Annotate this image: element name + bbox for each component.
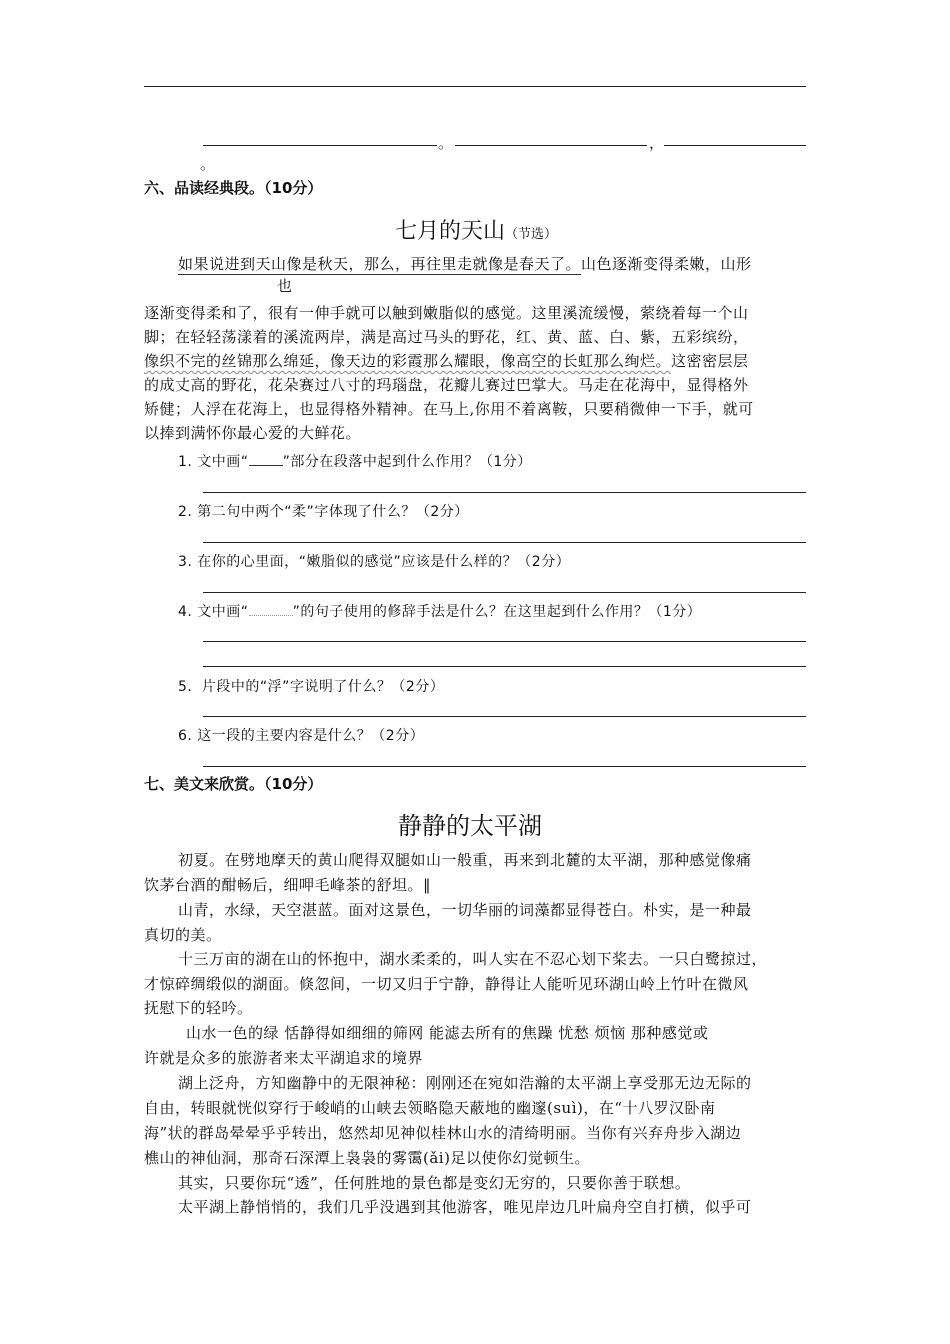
title-note: （节选） (505, 227, 558, 242)
passage-line: 抚慰下的轻吟。 (144, 999, 253, 1017)
solid-underline-sample (249, 465, 283, 466)
answer-line[interactable] (203, 592, 806, 593)
passage-line (178, 252, 752, 276)
answer-line[interactable] (203, 641, 806, 642)
punctuation: ， (649, 134, 665, 152)
passage-line: 自由，转眼就恍似穿行于峻峭的山峡去领略隐天蔽地的幽邃(suì)，在“十八罗汉卧南 (144, 1099, 716, 1117)
passage-line: 的成丈高的野花，花朵赛过八寸的玛瑙盘，花瓣儿赛过巴掌大。马走在花海中，显得格外 (144, 376, 749, 394)
passage-line: 湖上泛舟，方知幽静中的无限神秘：刚刚还在宛如浩瀚的太平湖上享受那无边无际的 (178, 1074, 752, 1092)
passage-line: 十三万亩的湖在山的怀抱中，湖水柔柔的，叫人实在不忍心划下桨去。一只白鹭掠过， (178, 950, 768, 968)
line-rest: 这密密层层 (671, 352, 749, 370)
question-5: 5．片段中的“浮”字说明了什么？（2分） (178, 679, 445, 695)
punctuation: 。 (200, 155, 216, 173)
answer-line[interactable] (203, 716, 806, 717)
passage-line: 海”状的群岛晕晕乎乎转出，悠然却见神似桂林山水的清绮明丽。当你有兴弃舟步入湖边 (144, 1124, 742, 1142)
passage-line: 太平湖上静悄悄的，我们几乎没遇到其他游客，唯见岸边几叶扁舟空自打横，似乎可 (178, 1198, 752, 1216)
passage-title (395, 214, 557, 245)
answer-line[interactable] (203, 766, 806, 767)
question-6: 6. 这一段的主要内容是什么？（2分） (178, 728, 425, 744)
answer-blank[interactable] (203, 145, 437, 146)
answer-blank[interactable] (664, 145, 806, 146)
passage-line: 山水一色的绿 恬静得如细细的筛网 能滤去所有的焦躁 忧愁 烦恼 那种感觉或 (186, 1024, 709, 1042)
answer-blank[interactable] (455, 145, 647, 146)
passage-line: 樵山的神仙洞，那奇石深潭上袅袅的雾霭(ǎi)足以使你幻觉顿生。 (144, 1149, 590, 1167)
passage-line: 也 (277, 277, 293, 295)
passage-line: 矫健；人浮在花海上，也显得格外精神。在马上,你用不着离鞍，只要稍微伸一下手，就可 (144, 400, 754, 418)
passage-line: 许就是众多的旅游者来太平湖追求的境界 (144, 1049, 424, 1067)
underlined-sentence: 如果说进到天山像是秋天，那么，再往里走就像是春天了。 (178, 255, 582, 273)
answer-line[interactable] (203, 492, 806, 493)
question-4: 4. 文中画“ ”的句子使用的修辞手法是什么？在这里起到什么作用？（1分） (178, 604, 702, 620)
answer-line[interactable] (203, 542, 806, 543)
title-text: 七月的天山 (395, 219, 506, 244)
passage-line: 逐渐变得柔和了，很有一伸手就可以触到嫩脂似的感觉。这里溪流缓慢，萦绕着每一个山 (144, 304, 749, 322)
passage-line: 其实，只要你玩“透”，任何胜地的景色都是变幻无穷的，只要你善于联想。 (178, 1174, 691, 1192)
passage-line: 脚；在轻轻荡漾着的溪流两岸，满是高过马头的野花，红、黄、蓝、白、紫，五彩缤纷， (144, 328, 749, 346)
passage-line: 饮茅台酒的酣畅后，细呷毛峰茶的舒坦。‖ (144, 876, 432, 894)
passage-line: 真切的美。 (144, 926, 222, 944)
question-2: 2. 第二句中两个“柔”字体现了什么？（2分） (178, 504, 469, 520)
passage-title: 静静的太平湖 (398, 812, 542, 840)
section-heading: 六、品读经典段。（10分） (144, 179, 323, 197)
punctuation: 。 (438, 134, 454, 152)
section-heading: 七、美文来欣赏。（10分） (144, 775, 323, 793)
question-3: 3. 在你的心里面，“嫩脂似的感觉”应该是什么样的？（2分） (178, 554, 571, 570)
passage-line (144, 349, 749, 373)
wavy-underline-sample (249, 615, 293, 616)
question-1: 1. 文中画“ ”部分在段落中起到什么作用？（1分） (178, 454, 532, 470)
passage-line: 才惊碎绸缎似的湖面。倏忽间，一切又归于宁静，静得让人能听见环湖山岭上竹叶在微风 (144, 975, 749, 993)
top-rule (144, 86, 806, 87)
passage-line: 以捧到满怀你最心爱的大鲜花。 (144, 424, 362, 442)
line-rest: 山色逐渐变得柔嫩，山形 (581, 255, 752, 273)
wavy-sentence: 像织不完的丝锦那么绵延，像天边的彩霞那么耀眼，像高空的长虹那么绚烂。 (144, 352, 672, 370)
answer-line[interactable] (203, 666, 806, 667)
passage-line: 山青，水绿，天空湛蓝。面对这景色，一切华丽的词藻都显得苍白。朴实，是一种最 (178, 901, 752, 919)
passage-line: 初夏。在劈地摩天的黄山爬得双腿如山一般重，再来到北麓的太平湖，那种感觉像痛 (178, 851, 752, 869)
